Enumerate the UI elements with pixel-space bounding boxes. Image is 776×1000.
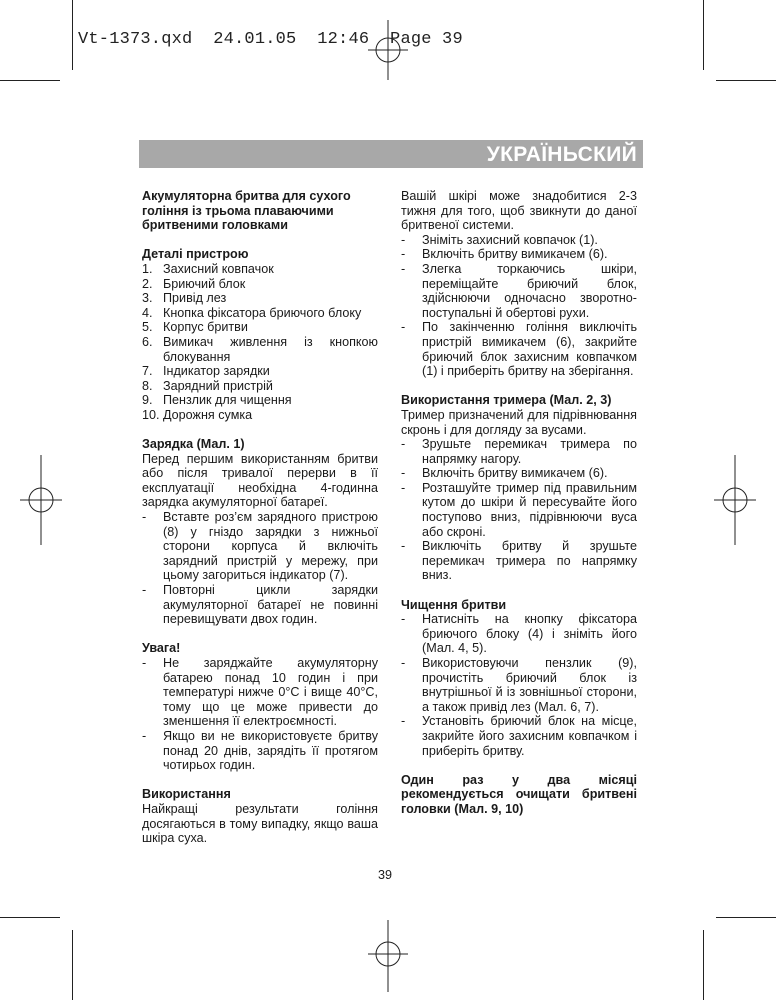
list-item: - Виключіть бритву й зрушьте перемикач тримера по напрямку вниз. — [401, 539, 637, 583]
list-item: - Розташуйте тример під правильним кутом до шкіри й пересувайте його поступово вниз, підрівнюючи вуса або скроні. — [401, 480, 637, 539]
list-item: - Вставте роз’єм зарядного пристрою (8) у гніздо зарядки з нижньої сторони корпуса й включіть зарядний пристрій у мережу, при цьому загориться індикатор (7). — [142, 510, 378, 583]
cleaning-heading: Чищення бритви — [401, 597, 507, 612]
list-item: - Використовуючи пензлик (9), прочистіть бриючий блок із внутрішньої й із зовнішньої сторони, а також привід лез (Мал. 6, 7). — [401, 656, 637, 714]
document-title-line: бритвеними головками — [142, 218, 288, 233]
list-item: 7. Індикатор зарядки — [142, 364, 270, 379]
list-item: - Не заряджайте акумуляторну батарею понад 10 годин і при температурі нижче 0°С і вище 40°С, тому що це може привести до зменшення її електроємності. — [142, 656, 378, 729]
registration-mark-left — [20, 455, 62, 545]
list-item: 5. Корпус бритви — [142, 320, 248, 335]
left-column — [142, 189, 378, 846]
warning-heading: Увага! — [142, 641, 181, 656]
document-title-line: Акумуляторна бритва для сухого — [142, 189, 351, 203]
list-item: - Злегка торкаючись шкіри, переміщайте бриючий блок, здійснюючи одночасно зворотно-поступальні й обертові рухи. — [401, 261, 637, 320]
trimmer-heading: Використання тримера (Мал. 2, 3) — [401, 393, 612, 408]
list-item: 8. Зарядний пристрій — [142, 378, 273, 393]
list-item: 4. Кнопка фіксатора бриючого блоку — [142, 305, 362, 320]
page-number: 39 — [378, 868, 393, 882]
list-item: 9. Пензлик для чищення — [142, 393, 292, 408]
list-item: 10. Дорожня сумка — [142, 407, 253, 422]
list-item: - Зрушьте перемикач тримера по напрямку нагору. — [401, 437, 637, 466]
list-item: 2. Бриючий блок — [142, 276, 246, 291]
parts-heading: Деталі пристрою — [142, 247, 249, 262]
print-slug: Vt-1373.qxd 24.01.05 12:46 Page 39 — [78, 30, 463, 49]
document-title-line: гоління із трьома плаваючими — [142, 203, 334, 218]
list-item: - Повторні цикли зарядки акумуляторної батареї не повинні перевищувати двох годин. — [142, 583, 378, 627]
charge-heading: Зарядка (Мал. 1) — [142, 437, 245, 452]
list-item: - Натисніть на кнопку фіксатора бриючого блоку (4) і зніміть його (Мал. 4, 5). — [401, 612, 637, 656]
right-column — [401, 189, 637, 817]
list-item: 6. Вимикач живлення із кнопкою блокування — [142, 334, 378, 364]
use-heading: Використання — [142, 787, 231, 802]
crop-mark — [0, 80, 60, 81]
crop-mark — [72, 930, 73, 1000]
list-item: - Зніміть захисний ковпачок (1). — [401, 232, 598, 247]
registration-mark-top — [362, 20, 414, 80]
use-text: Найкращі результати гоління досягаються в тому випадку, якщо ваша шкіра суха. — [142, 801, 378, 846]
cleaning-frequency-note: Один раз у два місяці рекомендується очищати бритвені головки (Мал. 9, 10) — [401, 772, 637, 816]
banner-title: УКРАЇНЬСКИЙ — [486, 143, 637, 166]
crop-mark — [716, 80, 776, 81]
registration-mark-right — [714, 455, 756, 545]
list-item: - Установіть бриючий блок на місце, закрийте його захисним ковпачком і приберіть бритву. — [401, 714, 637, 758]
list-item: - По закінченню гоління виключіть пристрій вимикачем (6), закрийте бриючий блок захисним ковпачком (1) і приберіть бритву на зберігання. — [401, 320, 637, 379]
list-item: 1. Захисний ковпачок — [142, 261, 274, 276]
crop-mark — [703, 0, 704, 70]
charge-text: Перед першим використанням бритви або після тривалої перерви в її експлуатації необхідна 4-годинна зарядка акумуляторної батареї. — [142, 451, 378, 510]
trimmer-text: Тример призначений для підрівнювання скронь і для догляду за вусами. — [401, 407, 637, 437]
crop-mark — [716, 917, 776, 918]
registration-mark-bottom — [362, 920, 414, 992]
crop-mark — [72, 0, 73, 70]
list-item: - Включіть бритву вимикачем (6). — [401, 466, 608, 481]
list-item: - Включіть бритву вимикачем (6). — [401, 247, 608, 262]
language-banner — [139, 140, 643, 168]
use-intro: Вашій шкірі може знадобитися 2-3 тижня для того, щоб звикнути до даної бритвеної системи. — [401, 189, 637, 233]
crop-mark — [0, 917, 60, 918]
list-item: 3. Привід лез — [142, 291, 227, 306]
list-item: - Якщо ви не використовуєте бритву понад 20 днів, зарядіть її протягом чотирьох годин. — [142, 728, 378, 773]
crop-mark — [703, 930, 704, 1000]
